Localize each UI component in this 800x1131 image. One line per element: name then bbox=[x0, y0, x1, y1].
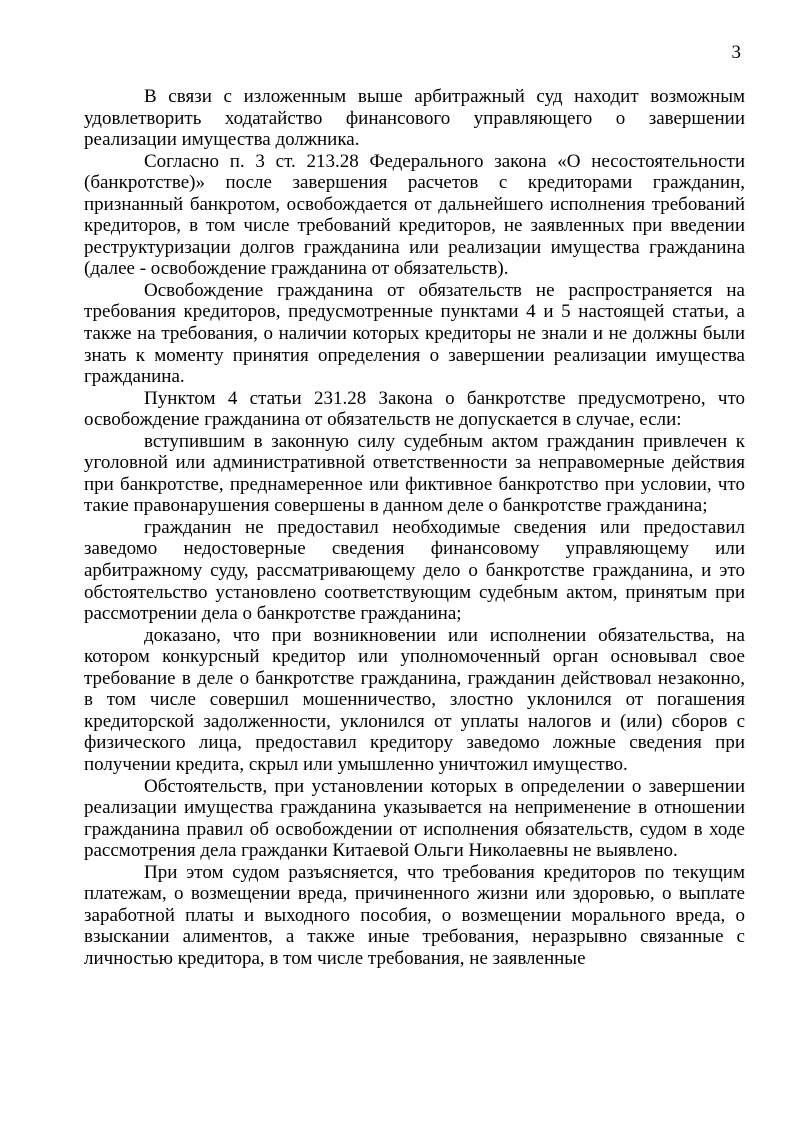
paragraph: Освобождение гражданина от обязательств не распространяется на требования кредиторов, предусмотренные пунктами 4 и 5 настоящей статьи, а также на требования, о наличии которых кредиторы не знали и не должны были знать к моменту принятия определения о завершении реализации имущества гражданина. bbox=[84, 279, 745, 388]
document-body bbox=[84, 86, 745, 969]
paragraph: Обстоятельств, при установлении которых в определении о завершении реализации имущества гражданина указывается на неприменение в отношении гражданина правил об освобождении от исполнения обязательств, судом в ходе рассмотрения дела гражданки Китаевой Ольги Николаевны не выявлено. bbox=[84, 775, 745, 862]
paragraph: При этом судом разъясняется, что требования кредиторов по текущим платежам, о возмещении вреда, причиненного жизни или здоровью, о выплате заработной платы и выходного пособия, о возмещении морального вреда, о взыскании алиментов, а также иные требования, неразрывно связанные с личностью кредитора, в том числе требования, не заявленные bbox=[84, 861, 745, 969]
paragraph: В связи с изложенным выше арбитражный суд находит возможным удовлетворить ходатайство финансового управляющего о завершении реализации имущества должника. bbox=[84, 86, 745, 151]
page-number: 3 bbox=[731, 42, 741, 63]
paragraph: Согласно п. 3 ст. 213.28 Федерального закона «О несостоятельности (банкротстве)» после завершения расчетов с кредиторами гражданин, признанный банкротом, освобождается от дальнейшего исполнения требований кредиторов, в том числе требований кредиторов, не заявленных при введении реструктуризации долгов гражданина или реализации имущества гражданина (далее - освобождение гражданина от обязательств). bbox=[84, 150, 745, 280]
paragraph: Пунктом 4 статьи 231.28 Закона о банкротстве предусмотрено, что освобождение гражданина от обязательств не допускается в случае, если: bbox=[84, 387, 745, 431]
paragraph: вступившим в законную силу судебным актом гражданин привлечен к уголовной или административной ответственности за неправомерные действия при банкротстве, преднамеренное или фиктивное банкротство при условии, что такие правонарушения совершены в данном деле о банкротстве гражданина; bbox=[84, 430, 745, 517]
paragraph: гражданин не предоставил необходимые сведения или предоставил заведомо недостоверные сведения финансовому управляющему или арбитражному суду, рассматривающему дело о банкротстве гражданина, и это обстоятельство установлено соответствующим судебным актом, принятым при рассмотрении дела о банкротстве гражданина; bbox=[84, 516, 745, 625]
paragraph: доказано, что при возникновении или исполнении обязательства, на котором конкурсный кредитор или уполномоченный орган основывал свое требование в деле о банкротстве гражданина, гражданин действовал незаконно, в том числе совершил мошенничество, злостно уклонился от погашения кредиторской задолженности, уклонился от уплаты налогов и (или) сборов с физического лица, предоставил кредитору заведомо ложные сведения при получении кредита, скрыл или умышленно уничтожил имущество. bbox=[84, 624, 745, 775]
